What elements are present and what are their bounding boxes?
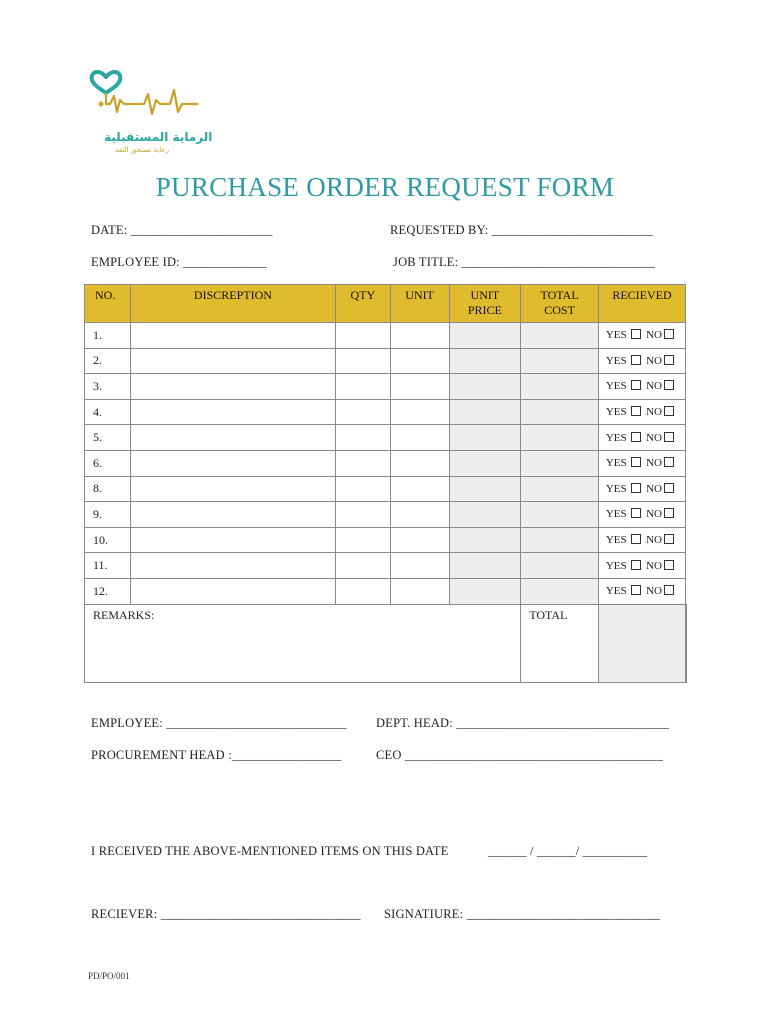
table-row bbox=[85, 527, 687, 553]
description-cell[interactable] bbox=[130, 348, 335, 374]
header-description: DISCREPTION bbox=[130, 285, 335, 323]
received-date-field[interactable]: ______ / ______/ __________ bbox=[488, 844, 648, 858]
no-checkbox[interactable] bbox=[664, 406, 674, 416]
no-checkbox[interactable] bbox=[664, 329, 674, 339]
no-label: NO bbox=[646, 534, 662, 547]
table-row bbox=[85, 425, 687, 451]
no-checkbox[interactable] bbox=[664, 380, 674, 390]
no-label: NO bbox=[646, 585, 662, 598]
received-cell bbox=[599, 527, 686, 553]
table-row bbox=[85, 399, 687, 425]
header-unit: UNIT bbox=[390, 285, 449, 323]
total-cost-cell[interactable] bbox=[521, 425, 599, 451]
qty-cell[interactable] bbox=[335, 476, 390, 502]
remarks-label: REMARKS: bbox=[93, 607, 155, 622]
qty-cell[interactable] bbox=[335, 527, 390, 553]
header-unit-price bbox=[449, 285, 521, 323]
requested-by-field[interactable]: REQUESTED BY: _________________________ bbox=[390, 223, 653, 237]
unit-price-cell[interactable] bbox=[449, 476, 521, 502]
no-label: NO bbox=[646, 508, 662, 521]
yes-label: YES bbox=[605, 508, 627, 521]
table-row bbox=[85, 450, 687, 476]
total-value-cell[interactable] bbox=[599, 604, 686, 682]
ceo-signature-field[interactable]: CEO ________________________________________ bbox=[376, 748, 663, 762]
total-cost-cell[interactable] bbox=[521, 399, 599, 425]
description-cell[interactable] bbox=[130, 578, 335, 604]
no-label: NO bbox=[646, 406, 662, 419]
unit-cell[interactable] bbox=[390, 502, 449, 528]
description-cell[interactable] bbox=[130, 374, 335, 400]
yes-label: YES bbox=[605, 354, 627, 367]
unit-cell[interactable] bbox=[390, 553, 449, 579]
description-cell[interactable] bbox=[130, 553, 335, 579]
header-total-cost-line2: COST bbox=[544, 303, 575, 317]
unit-price-cell[interactable] bbox=[449, 399, 521, 425]
total-cost-cell[interactable] bbox=[521, 578, 599, 604]
total-cost-cell[interactable] bbox=[521, 374, 599, 400]
yes-checkbox[interactable] bbox=[631, 560, 641, 570]
qty-cell[interactable] bbox=[335, 399, 390, 425]
yes-checkbox[interactable] bbox=[631, 508, 641, 518]
unit-price-cell[interactable] bbox=[449, 553, 521, 579]
yes-label: YES bbox=[605, 559, 627, 572]
no-label: NO bbox=[646, 482, 662, 495]
yes-label: YES bbox=[605, 585, 627, 598]
logo-arabic-tagline: رعاية تستحق الثقة bbox=[115, 146, 169, 154]
total-cost-cell[interactable] bbox=[521, 476, 599, 502]
unit-cell[interactable] bbox=[390, 348, 449, 374]
remarks-field[interactable] bbox=[85, 604, 521, 682]
table-row bbox=[85, 502, 687, 528]
unit-cell[interactable] bbox=[390, 578, 449, 604]
description-cell[interactable] bbox=[130, 527, 335, 553]
no-checkbox[interactable] bbox=[664, 355, 674, 365]
description-cell[interactable] bbox=[130, 425, 335, 451]
header-qty: QTY bbox=[335, 285, 390, 323]
received-cell bbox=[599, 502, 686, 528]
received-cell bbox=[599, 425, 686, 451]
table-row bbox=[85, 374, 687, 400]
unit-price-cell[interactable] bbox=[449, 425, 521, 451]
row-number: 4. bbox=[85, 399, 131, 425]
no-label: NO bbox=[646, 354, 662, 367]
unit-price-cell[interactable] bbox=[449, 502, 521, 528]
table-header-row bbox=[85, 285, 687, 323]
yes-checkbox[interactable] bbox=[631, 457, 641, 467]
yes-label: YES bbox=[605, 534, 627, 547]
received-cell bbox=[599, 374, 686, 400]
company-logo bbox=[86, 60, 206, 160]
description-cell[interactable] bbox=[130, 450, 335, 476]
header-received: RECIEVED bbox=[599, 285, 686, 323]
no-label: NO bbox=[646, 457, 662, 470]
signature-field[interactable]: SIGNATIURE: ______________________________ bbox=[384, 907, 661, 921]
unit-cell[interactable] bbox=[390, 374, 449, 400]
row-number: 9. bbox=[85, 502, 131, 528]
no-checkbox[interactable] bbox=[664, 508, 674, 518]
total-cost-cell[interactable] bbox=[521, 527, 599, 553]
dept-head-signature-field[interactable]: DEPT. HEAD: _________________________________ bbox=[376, 716, 670, 730]
row-number: 12. bbox=[85, 578, 131, 604]
yes-checkbox[interactable] bbox=[631, 483, 641, 493]
received-cell bbox=[599, 450, 686, 476]
no-checkbox[interactable] bbox=[664, 585, 674, 595]
no-label: NO bbox=[646, 431, 662, 444]
remarks-row bbox=[85, 604, 687, 682]
yes-checkbox[interactable] bbox=[631, 355, 641, 365]
qty-cell[interactable] bbox=[335, 578, 390, 604]
unit-price-cell[interactable] bbox=[449, 374, 521, 400]
unit-cell[interactable] bbox=[390, 527, 449, 553]
yes-label: YES bbox=[605, 431, 627, 444]
unit-cell[interactable] bbox=[390, 425, 449, 451]
qty-cell[interactable] bbox=[335, 425, 390, 451]
no-label: NO bbox=[646, 329, 662, 342]
description-cell[interactable] bbox=[130, 502, 335, 528]
description-cell[interactable] bbox=[130, 399, 335, 425]
row-number: 11. bbox=[85, 553, 131, 579]
employee-id-field[interactable]: EMPLOYEE ID: _____________ bbox=[91, 255, 268, 269]
date-field[interactable]: DATE: ______________________ bbox=[91, 223, 273, 237]
unit-price-cell[interactable] bbox=[449, 323, 521, 349]
total-cost-cell[interactable] bbox=[521, 348, 599, 374]
no-checkbox[interactable] bbox=[664, 432, 674, 442]
unit-price-cell[interactable] bbox=[449, 578, 521, 604]
unit-price-cell[interactable] bbox=[449, 348, 521, 374]
yes-label: YES bbox=[605, 380, 627, 393]
description-cell[interactable] bbox=[130, 476, 335, 502]
row-number: 10. bbox=[85, 527, 131, 553]
qty-cell[interactable] bbox=[335, 323, 390, 349]
unit-cell[interactable] bbox=[390, 399, 449, 425]
qty-cell[interactable] bbox=[335, 348, 390, 374]
unit-cell[interactable] bbox=[390, 450, 449, 476]
yes-checkbox[interactable] bbox=[631, 534, 641, 544]
total-label: TOTAL bbox=[521, 604, 599, 682]
receiver-field[interactable]: RECIEVER: _______________________________ bbox=[91, 907, 361, 921]
header-total-cost-line1: TOTAL bbox=[540, 288, 579, 302]
qty-cell[interactable] bbox=[335, 450, 390, 476]
no-checkbox[interactable] bbox=[664, 534, 674, 544]
form-title: PURCHASE ORDER REQUEST FORM bbox=[155, 172, 615, 202]
yes-label: YES bbox=[605, 406, 627, 419]
yes-checkbox[interactable] bbox=[631, 406, 641, 416]
unit-price-cell[interactable] bbox=[449, 527, 521, 553]
header-no: NO. bbox=[85, 285, 131, 323]
header-unit-price-line1: UNIT bbox=[470, 288, 500, 302]
row-number: 8. bbox=[85, 476, 131, 502]
received-statement: I RECEIVED THE ABOVE-MENTIONED ITEMS ON THIS DATE bbox=[91, 844, 449, 858]
header-total-cost bbox=[521, 285, 599, 323]
yes-checkbox[interactable] bbox=[631, 585, 641, 595]
total-cost-cell[interactable] bbox=[521, 323, 599, 349]
no-checkbox[interactable] bbox=[664, 483, 674, 493]
qty-cell[interactable] bbox=[335, 553, 390, 579]
row-number: 3. bbox=[85, 374, 131, 400]
received-cell bbox=[599, 399, 686, 425]
total-cost-cell[interactable] bbox=[521, 553, 599, 579]
no-checkbox[interactable] bbox=[664, 560, 674, 570]
no-label: NO bbox=[646, 380, 662, 393]
items-table bbox=[84, 284, 687, 683]
table-row bbox=[85, 348, 687, 374]
received-cell bbox=[599, 323, 686, 349]
total-cost-cell[interactable] bbox=[521, 450, 599, 476]
yes-checkbox[interactable] bbox=[631, 329, 641, 339]
yes-checkbox[interactable] bbox=[631, 380, 641, 390]
received-cell bbox=[599, 553, 686, 579]
no-label: NO bbox=[646, 559, 662, 572]
logo-arabic-name: الرماية المستقبلية bbox=[104, 130, 213, 144]
received-cell bbox=[599, 578, 686, 604]
job-title-field[interactable]: JOB TITLE: ______________________________ bbox=[393, 255, 656, 269]
total-cost-cell[interactable] bbox=[521, 502, 599, 528]
row-number: 6. bbox=[85, 450, 131, 476]
yes-label: YES bbox=[605, 482, 627, 495]
received-cell bbox=[599, 476, 686, 502]
unit-cell[interactable] bbox=[390, 323, 449, 349]
table-row bbox=[85, 578, 687, 604]
qty-cell[interactable] bbox=[335, 374, 390, 400]
received-cell bbox=[599, 348, 686, 374]
table-row bbox=[85, 553, 687, 579]
row-number: 1. bbox=[85, 323, 131, 349]
document-code: PD/PO/001 bbox=[88, 971, 130, 981]
row-number: 5. bbox=[85, 425, 131, 451]
no-checkbox[interactable] bbox=[664, 457, 674, 467]
qty-cell[interactable] bbox=[335, 502, 390, 528]
yes-label: YES bbox=[605, 329, 627, 342]
unit-price-cell[interactable] bbox=[449, 450, 521, 476]
table-row bbox=[85, 476, 687, 502]
table-row bbox=[85, 323, 687, 349]
procurement-head-signature-field[interactable]: PROCUREMENT HEAD :_________________ bbox=[91, 748, 342, 762]
employee-signature-field[interactable]: EMPLOYEE: ____________________________ bbox=[91, 716, 347, 730]
unit-cell[interactable] bbox=[390, 476, 449, 502]
remarks-right-cell bbox=[686, 604, 687, 682]
yes-label: YES bbox=[605, 457, 627, 470]
row-number: 2. bbox=[85, 348, 131, 374]
yes-checkbox[interactable] bbox=[631, 432, 641, 442]
header-unit-price-line2: PRICE bbox=[467, 303, 502, 317]
description-cell[interactable] bbox=[130, 323, 335, 349]
